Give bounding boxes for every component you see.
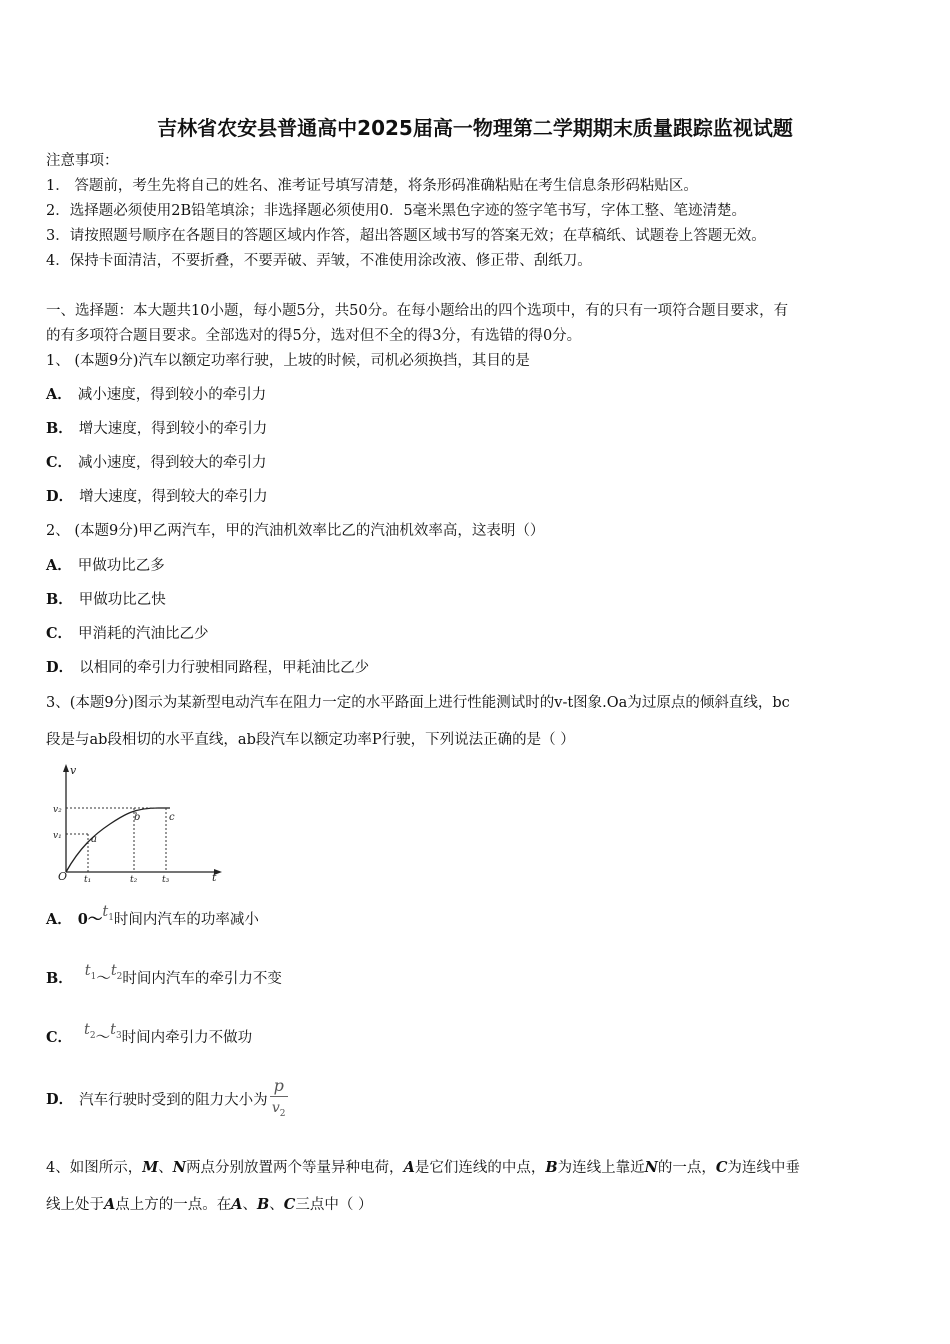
option-text: 以相同的牵引力行驶相同路程，甲耗油比乙少: [79, 660, 370, 676]
question-1-stem: 1、 (本题9分)汽车以额定功率行驶，上坡的时候，司机必须换挡，其目的是: [46, 353, 530, 369]
option-text: 减小速度，得到较大的牵引力: [78, 455, 267, 471]
option-text: 时间内汽车的牵引力不变: [122, 971, 282, 987]
option-label: D．: [46, 659, 74, 676]
q3-option-a: [46, 904, 259, 936]
question-4-stem: 线上处于A点上方的一点。在A、B、C三点中（ ）: [46, 1196, 373, 1213]
v2-label: v₂: [53, 805, 62, 815]
section-instructions: 一、选择题：本大题共10小题，每小题5分，共50分。在每小题给出的四个选项中，有的只有一项符合题目要求，有: [46, 303, 789, 319]
option-label: C．: [46, 625, 73, 642]
q1-option-c: [46, 453, 267, 473]
vt-graph: [50, 762, 230, 886]
t1-symbol: $t_1$: [102, 904, 114, 923]
option-label: C．: [46, 454, 73, 471]
fraction-p-over-v2: $\frac{p}{v_2}$: [270, 1076, 288, 1125]
t-label: t: [212, 871, 217, 884]
v1-label: v₁: [53, 831, 62, 841]
point-c-label: c: [169, 812, 175, 823]
notes-item: 2．选择题必须使用2B铅笔填涂；非选择题必须使用0．5毫米黑色字迹的签字笔书写，字体工整、笔迹清楚。: [46, 203, 747, 219]
option-text: 0～: [77, 911, 103, 928]
t2-symbol: $t_2$: [110, 963, 123, 982]
q3-option-b: [46, 963, 282, 995]
option-label: C．: [46, 1029, 73, 1046]
section-instructions: 的有多项符合题目要求。全部选对的得5分，选对但不全的得3分，有选错的得0分。: [46, 328, 582, 344]
v-label: v: [70, 764, 77, 777]
t3-symbol: $t_3$: [110, 1022, 122, 1041]
option-label: A．: [46, 911, 72, 928]
q1-option-d: [46, 487, 268, 507]
vt-curve: [66, 808, 158, 872]
option-label: D．: [46, 488, 74, 505]
question-3-stem: 段是与ab段相切的水平直线，ab段汽车以额定功率P行驶，下列说法正确的是（ ）: [46, 732, 575, 748]
notes-item: 3．请按照题号顺序在各题目的答题区域内作答，超出答题区域书写的答案无效；在草稿纸、试题卷上答题无效。: [46, 228, 766, 244]
question-3-stem: 3、(本题9分)图示为某新型电动汽车在阻力一定的水平路面上进行性能测试时的v-t图象.Oa为过原点的倾斜直线，bc: [46, 695, 790, 711]
option-text: 汽车行驶时受到的阻力大小为: [79, 1092, 268, 1109]
option-label: D．: [46, 1091, 74, 1109]
option-text: 减小速度，得到较小的牵引力: [77, 387, 267, 403]
t1-label: t₁: [84, 875, 92, 885]
option-label: B．: [46, 970, 73, 987]
tilde: ～: [96, 971, 111, 987]
option-text: 时间内汽车的功率减小: [113, 912, 259, 928]
q2-option-a: [46, 556, 165, 576]
option-label: A．: [46, 557, 72, 574]
option-label: B．: [46, 420, 73, 437]
notes-item: 1． 答题前，考生先将自己的姓名、准考证号填写清楚，将条形码准确粘贴在考生信息条形码粘贴区。: [46, 178, 698, 194]
option-text: 时间内牵引力不做功: [121, 1030, 253, 1046]
t2-symbol: $t_2$: [84, 1022, 96, 1041]
point-b-label: b: [134, 812, 141, 823]
exam-title: 吉林省农安县普通高中2025届高一物理第二学期期末质量跟踪监视试题: [157, 116, 793, 140]
q2-option-c: [46, 624, 209, 644]
t3-label: t₃: [162, 875, 170, 885]
question-4-stem: 4、如图所示，M、N两点分别放置两个等量异种电荷，A是它们连线的中点，B为连线上靠近N的一点，C为连线中垂: [46, 1159, 800, 1176]
question-2-stem: 2、 (本题9分)甲乙两汽车，甲的汽油机效率比乙的汽油机效率高，这表明（）: [46, 523, 545, 539]
q2-option-d: [46, 658, 369, 678]
q1-option-b: [46, 419, 267, 439]
point-a-label: a: [91, 834, 97, 845]
tilde: ～: [95, 1030, 111, 1046]
option-label: A．: [46, 386, 72, 403]
option-text: 增大速度，得到较大的牵引力: [79, 489, 268, 505]
v-axis-arrow: [63, 764, 69, 772]
t2-label: t₂: [130, 875, 138, 885]
option-label: B．: [46, 591, 73, 608]
q1-option-a: [46, 385, 266, 405]
option-text: 甲消耗的汽油比乙少: [78, 626, 209, 642]
option-text: 增大速度，得到较小的牵引力: [78, 421, 268, 437]
q3-option-c: [46, 1022, 253, 1054]
q2-option-b: [46, 590, 166, 610]
q3-option-d: [46, 1076, 290, 1125]
option-text: 甲做功比乙多: [77, 558, 165, 574]
t1-symbol: $t_1$: [84, 963, 97, 982]
notes-item: 4．保持卡面清洁，不要折叠，不要弄破、弄皱，不准使用涂改液、修正带、刮纸刀。: [46, 253, 592, 269]
notes-heading: 注意事项：: [46, 153, 119, 169]
option-text: 甲做功比乙快: [78, 592, 166, 608]
origin-label: O: [58, 870, 68, 883]
